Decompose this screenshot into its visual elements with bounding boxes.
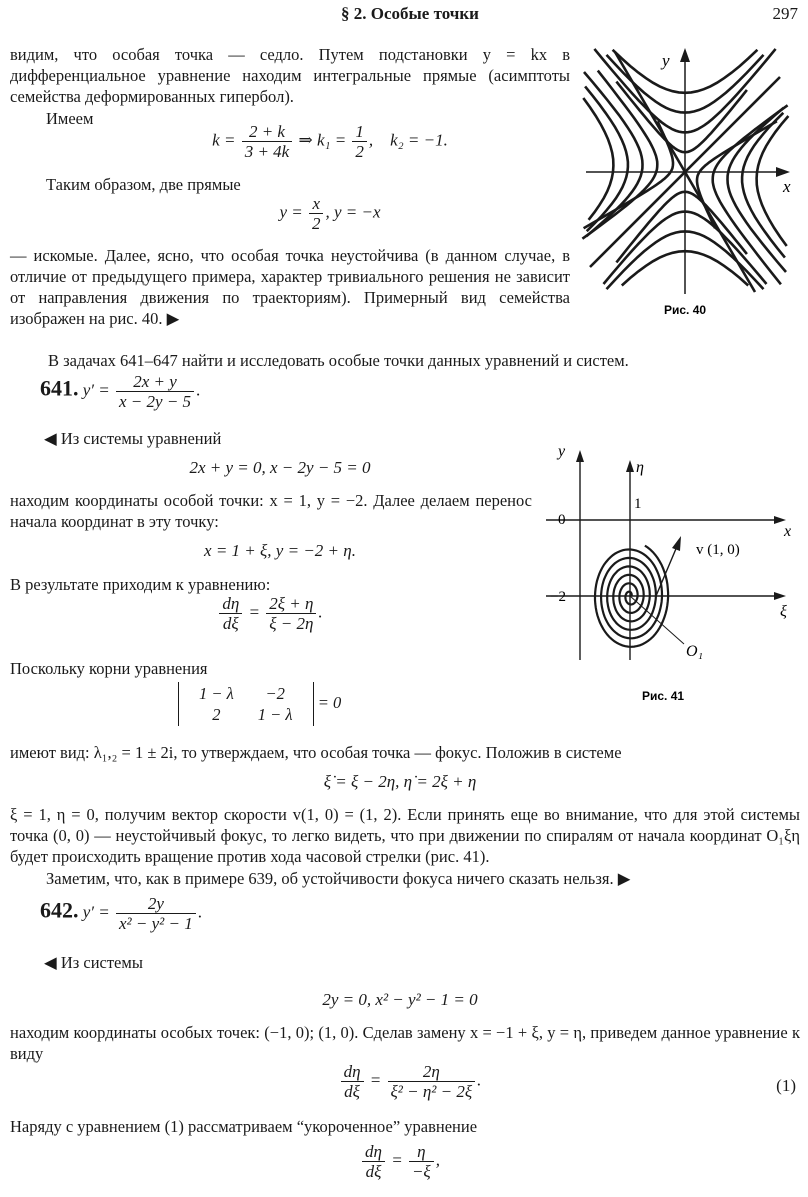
fig40-y-label: y xyxy=(662,51,670,70)
p642-equation-short: $\frac{d\eta}{d\xi}$ = $\frac{\eta}{-\xi}$ , xyxy=(340,1142,460,1181)
p642-equation-1: $\frac{d\eta}{d\xi}$ = $\frac{2\eta}{\text{ξ² − η² − 2ξ}}$ . xyxy=(300,1062,520,1101)
p642-s3: Наряду с уравнением (1) рассматриваем “укороченное” уравнение xyxy=(10,1117,478,1136)
equation-k: k = $\frac{2 + k}{3 + 4k}$ ⇒ k₁ = $\frac{1}{2}$ , k₂ = −1. xyxy=(212,122,448,161)
fig41-minus2-label: −2 xyxy=(550,589,566,605)
p642-s1: ◀ Из системы xyxy=(44,953,143,972)
intro-paragraph-3: — искомые. Далее, ясно, что особая точка неустойчива (в данном случае, в отличие от предыдущего примера, характер тривиального решения не зависит от направления движения по траекториям). Примерный вид семейства изображен на рис. 40. ▶ xyxy=(10,246,570,328)
fig41-caption: Рис. 41 xyxy=(642,689,685,703)
fig41-eta-label: η xyxy=(636,459,644,476)
p641-substitution: x = 1 + ξ, y = −2 + η. xyxy=(204,541,356,560)
p642-system: 2y = 0, x² − y² − 1 = 0 xyxy=(322,990,478,1009)
fig40-caption: Рис. 40 xyxy=(664,303,707,317)
running-head: § 2. Особые точки xyxy=(341,4,479,23)
p641-equation-2: $\frac{d\eta}{d\xi}$ = $\frac{2\xi + \eta}{\xi - 2\eta}$ . xyxy=(170,594,370,633)
figure-41 xyxy=(538,440,800,710)
p642-equation-tag: (1) xyxy=(776,1076,796,1095)
equation-lines: y = $\frac{x}{2}$ , y = −x xyxy=(279,194,381,233)
fig41-xi-label: ξ xyxy=(780,603,787,620)
problem-641-statement: 641. y′ = $\frac{2x + y}{x - 2y - 5}$ . xyxy=(40,372,201,411)
fig41-y-label: y xyxy=(558,443,566,460)
p641-s7: Заметим, что, как в примере 639, об устойчивости фокуса ничего сказать нельзя. ▶ xyxy=(46,869,631,888)
p641-s4: Поскольку корни уравнения xyxy=(10,659,208,678)
p641-system: 2x + y = 0, x − 2y − 5 = 0 xyxy=(189,458,371,477)
problem-641-number: 641. xyxy=(40,375,79,401)
fig40-x-label: x xyxy=(783,177,791,196)
page-number: 297 xyxy=(772,4,798,23)
p641-s2: находим координаты особой точки: x = 1, y = −2. Далее делаем перенос начала координат в эту точку: xyxy=(10,491,532,531)
p641-s6: ξ = 1, η = 0, получим вектор скорости v(1, 0) = (1, 2). Если принять еще во внимание, что для этой системы точка (0, 0) — неустойчивый фокус, то легко видеть, что при движении по спиралям от начала координат O₁ξη будет происходить вращение против хода часовой стрелки (рис. 41). xyxy=(10,805,800,866)
fig41-zero-label: 0 xyxy=(558,512,566,528)
intro-paragraph-2: Таким образом, две прямые xyxy=(46,175,241,194)
intro-paragraph-1: видим, что особая точка — седло. Путем подстановки y = kx в дифференциальное уравнение находим интегральные прямые (асимптоты семейства деформированных гипербол). xyxy=(10,45,570,106)
fig41-o1-label: O₁ xyxy=(686,643,704,660)
fig41-velocity-label: v (1, 0) xyxy=(696,542,740,558)
p641-s5: имеют вид: λ₁,₂ = 1 ± 2i, то утверждаем, что особая точка — фокус. Положив в системе xyxy=(10,743,622,762)
intro-imeem: Имеем xyxy=(46,109,94,128)
p641-s1: ◀ Из системы уравнений xyxy=(44,429,222,448)
p641-s3: В результате приходим к уравнению: xyxy=(10,575,271,594)
fig41-one-label: 1 xyxy=(634,496,642,512)
p641-determinant: 1 − λ −2 2 1 − λ = 0 xyxy=(178,682,341,726)
figure-40 xyxy=(580,44,800,320)
problem-642-number: 642. xyxy=(40,897,79,923)
fig41-x-label: x xyxy=(784,523,792,540)
p642-s2: находим координаты особых точек: (−1, 0); (1, 0). Сделав замену x = −1 + ξ, y = η, приведем данное уравнение к виду xyxy=(10,1023,800,1063)
problem-642-statement: 642. y′ = $\frac{2y}{\text{x² − y² − 1}}$ . xyxy=(40,894,202,933)
p641-system-2: ξ̇ = ξ − 2η, η̇ = 2ξ + η xyxy=(323,772,477,791)
tasks-intro: В задачах 641–647 найти и исследовать особые точки данных уравнений и систем. xyxy=(48,351,629,370)
